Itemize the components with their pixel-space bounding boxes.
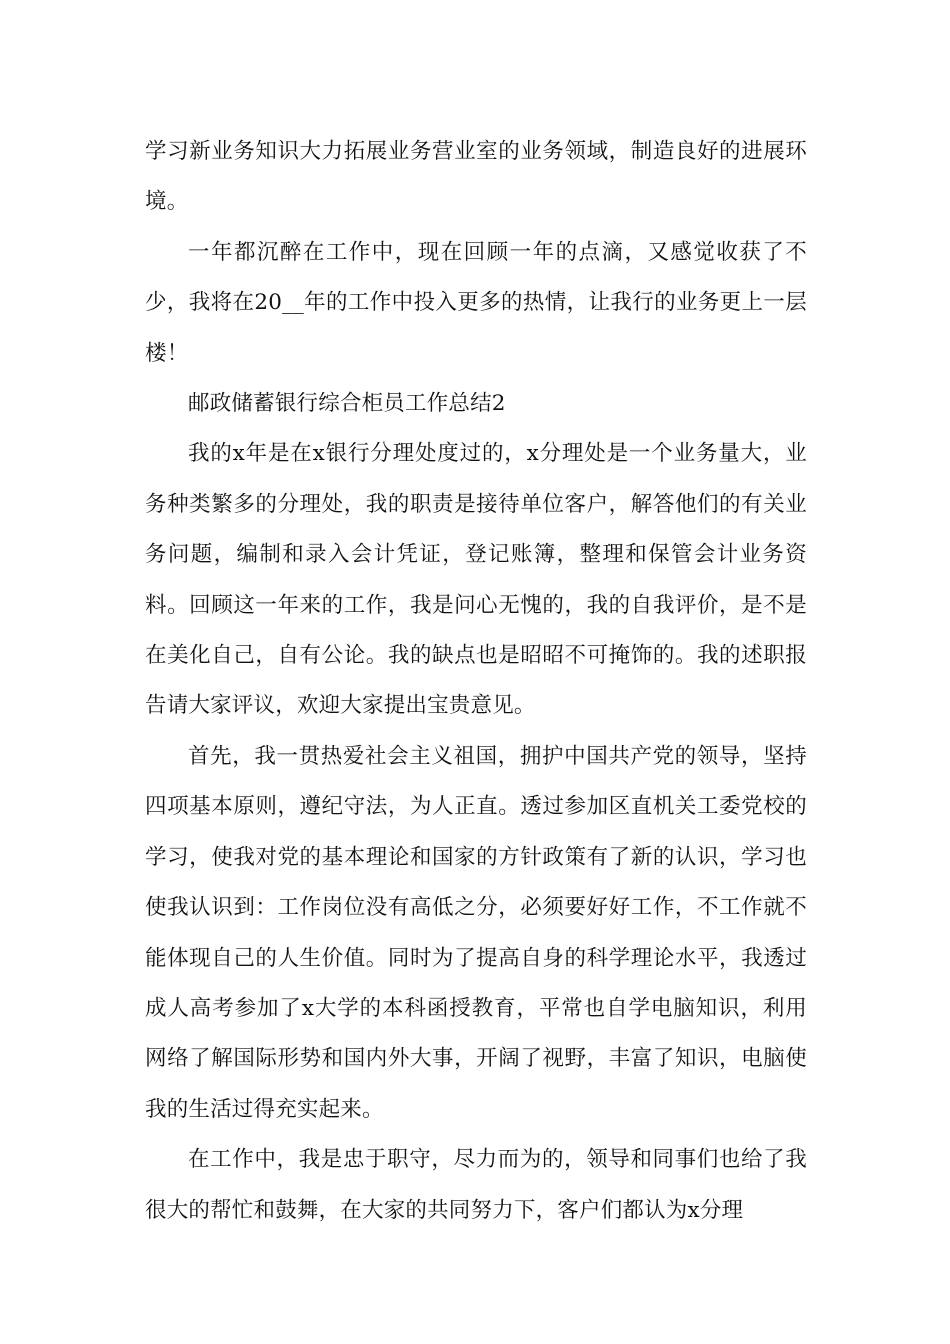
- paragraph-year-reflection: 一年都沉醉在工作中，现在回顾一年的点滴，又感觉收获了不少，我将在20__年的工作中投入更多的热情，让我行的业务更上一层楼！: [145, 239, 807, 366]
- paragraph-political-study: 首先，我一贯热爱社会主义祖国，拥护中国共产党的领导，坚持四项基本原则，遵纪守法，为人正直。透过参加区直机关工委党校的学习，使我对党的基本理论和国家的方针政策有了新的认识，学习也使我认识到：工作岗位没有高低之分，必须要好好工作，不工作就不能体现自己的人生价值。同时为了提高自身的科学理论水平，我透过成人高考参加了x大学的本科函授教育，平常也自学电脑知识，利用网络了解国际形势和国内外大事，开阔了视野，丰富了知识，电脑使我的生活过得充实起来。: [145, 743, 807, 1122]
- paragraph-work-duty: 在工作中，我是忠于职守，尽力而为的，领导和同事们也给了我很大的帮忙和鼓舞，在大家的共同努力下，客户们都认为x分理: [145, 1147, 807, 1223]
- paragraph-continuation: 学习新业务知识大力拓展业务营业室的业务领域，制造良好的进展环境。: [145, 139, 807, 215]
- paragraph-intro: 我的x年是在x银行分理处度过的，x分理处是一个业务量大，业务种类繁多的分理处，我的职责是接待单位客户，解答他们的有关业务问题，编制和录入会计凭证，登记账簿，整理和保管会计业务资料。回顾这一年来的工作，我是问心无愧的，我的自我评价，是不是在美化自己，自有公论。我的缺点也是昭昭不可掩饰的。我的述职报告请大家评议，欢迎大家提出宝贵意见。: [145, 441, 807, 719]
- section-heading: 邮政储蓄银行综合柜员工作总结2: [188, 391, 506, 417]
- document-body: [145, 127, 807, 1236]
